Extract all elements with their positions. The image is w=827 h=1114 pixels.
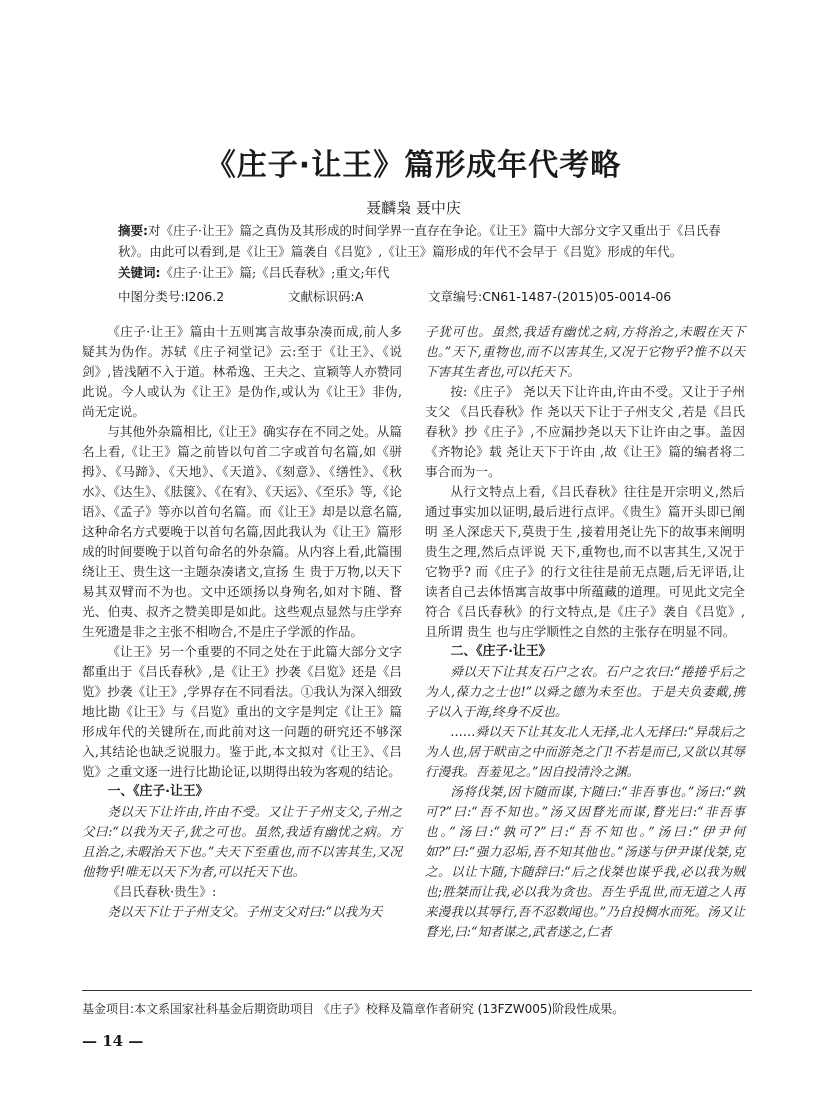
- right-column: [425, 322, 745, 942]
- classification-row: [118, 287, 758, 305]
- body-paragraph: 按:《庄子》 尧以天下让许由,许由不受。又让于子州支父 《吕氏春秋》作 尧以天下让于子州支父 ,若是《吕氏春秋》抄《庄子》,不应漏抄尧以天下让许由之事。盖因《齐物论》载 尧让天下于许由 ,故《让王》篇的编者将二事合而为一。: [425, 384, 745, 479]
- body-paragraph: 《让王》另一个重要的不同之处在于此篇大部分文字都重出于《吕氏春秋》,是《让王》抄袭《吕览》还是《吕览》抄袭《让王》,学界存在不同看法。①我认为深入细致地比勘《让王》与《吕览》重出的文字是判定《让王》篇形成年代的关键所在,而此前对这一问题的研究还不够深入,其结论也缺乏说服力。鉴于此,本文拟对《让王》、《吕览》之重文逐一进行比勘论证,以期得出较为客观的结论。: [82, 644, 402, 779]
- body-paragraph: 《庄子·让王》篇由十五则寓言故事杂凑而成,前人多疑其为伪作。苏轼《庄子祠堂记》云:至于《让王》、《说剑》,皆浅陋不入于道。林希逸、王夫之、宣颖等人亦赞同此说。今人或认为《让王》是伪作,或认为《让王》非伪,尚无定说。: [82, 324, 402, 419]
- section-heading-2: 二、《庄子·让王》: [450, 644, 552, 659]
- quote-paragraph: ……舜以天下让其友北人无择,北人无择曰:“异哉后之为人也,居于畎亩之中而游尧之门!不若是而已,又欲以其辱行漫我。吾羞见之。”因自投清泠之渊。: [425, 724, 745, 779]
- left-column: [82, 322, 402, 922]
- quote-paragraph: 尧以天下让许由,许由不受。又让于子州支父,子州之父曰:“以我为天子,犹之可也。虽然,我适有幽忧之病。方且治之,未暇治天下也。”夫天下至重也,而不以害其生,又况他物乎!唯无以天下为者,可以托天下也。: [82, 804, 402, 879]
- quote-paragraph: 舜以天下让其友石户之农。石户之农曰:“捲捲乎后之为人,葆力之士也!”以舜之德为未至也。于是夫负妻戴,携子以入于海,终身不反也。: [425, 664, 745, 719]
- abstract-block: [118, 220, 748, 283]
- quote-paragraph: 尧以天下让于子州支父。子州支父对曰:“以我为天: [107, 904, 383, 919]
- page-number: — 14 —: [82, 1032, 144, 1050]
- doc-value: A: [354, 289, 364, 304]
- fund-note: 基金项目:本文系国家社科基金后期资助项目 《庄子》校释及篇章作者研究 (13FZW005)阶段性成果。: [82, 1002, 625, 1016]
- authors: 聂麟枭 聂中庆: [366, 199, 461, 217]
- abstract-label: 摘要:: [118, 223, 148, 238]
- section-heading-1: 一、《庄子·让王》: [107, 784, 209, 799]
- doc-label: 文献标识码:: [288, 289, 355, 304]
- body-paragraph: 与其他外杂篇相比,《让王》确实存在不同之处。从篇名上看,《让王》篇之前皆以句首二字或首句名篇,如《骈拇》、《马蹄》、《天地》、《天道》、《刻意》、《缮性》、《秋水》、《达生》、《胠箧》、《在宥》、《天运》、《至乐》等,《论语》、《孟子》等亦以首句名篇。而《让王》却是以意名篇,这种命名方式要晚于以首句名篇,因此我认为《让王》篇形成的时间要晚于以首句命名的外杂篇。从内容上看,此篇围绕让王、贵生这一主题杂凑诸文,宣扬 生 贵于万物,以天下易其双臂而不为也。文中还颂扬以身殉名,如对卞随、瞀光、伯夷、叔齐之赞美即是如此。这些观点显然与庄学弃生死遗是非之主张不相吻合,不是庄子学派的作品。: [82, 424, 402, 639]
- clc-value: I206.2: [184, 289, 225, 304]
- article-no-label: 文章编号:: [428, 289, 483, 304]
- quote-continuation: 子犹可也。虽然,我适有幽忧之病,方将治之,未暇在天下也。”天下,重物也,而不以害其生,又况于它物乎?惟不以天下害其生者也,可以托天下。: [425, 324, 745, 379]
- source-label: 《吕氏春秋·贵生》:: [107, 884, 217, 899]
- clc-label: 中图分类号:: [118, 289, 185, 304]
- quote-paragraph: 汤将伐桀,因卞随而谋,卞随曰:“非吾事也。”汤曰:“孰可?”曰:“吾不知也。”汤又因瞀光而谋,瞀光曰:“非吾事也。”汤曰:“孰可?”曰:“吾不知也。”汤曰:“伊尹何如?”曰:“强力忍垢,吾不知其他也。”汤遂与伊尹谋伐桀,克之。以让卞随,卞随辞曰:“后之伐桀也谋乎我,必以我为贼也;胜桀而让我,必以我为贪也。吾生乎乱世,而无道之人再来漫我以其辱行,吾不忍数闻也。”乃自投椆水而死。汤又让瞀光,曰:“知者谋之,武者遂之,仁者: [425, 784, 745, 939]
- keywords-text: 《庄子·让王》篇;《吕氏春秋》;重文;年代: [160, 265, 390, 280]
- footnote-divider: [82, 990, 752, 991]
- article-title: 《庄子·让王》篇形成年代考略: [205, 148, 622, 183]
- keywords-label: 关键词:: [118, 265, 161, 280]
- body-paragraph: 从行文特点上看,《吕氏春秋》往往是开宗明义,然后通过事实加以证明,最后进行点评。《贵生》篇开头即已阐明 圣人深虑天下,莫贵于生 ,接着用尧让先下的故事来阐明贵生之理,然后点评说 天下,重物也,而不以害其生,又况于它物乎? 而《庄子》的行文往往是前无点题,后无评语,让读者自己去体悟寓言故事中所蕴藏的道理。可见此文完全符合《吕氏春秋》的行文特点,是《庄子》袭自《吕览》,且所谓 贵生 也与庄学顺性之自然的主张存在明显不同。: [425, 484, 745, 639]
- article-no-value: CN61-1487-(2015)05-0014-06: [482, 289, 672, 304]
- abstract-text: 对《庄子·让王》篇之真伪及其形成的时间学界一直存在争论。《让王》篇中大部分文字又重出于《吕氏春秋》。由此可以看到,是《让王》篇袭自《吕览》,《让王》篇形成的年代不会早于《吕览》形成的年代。: [118, 223, 721, 259]
